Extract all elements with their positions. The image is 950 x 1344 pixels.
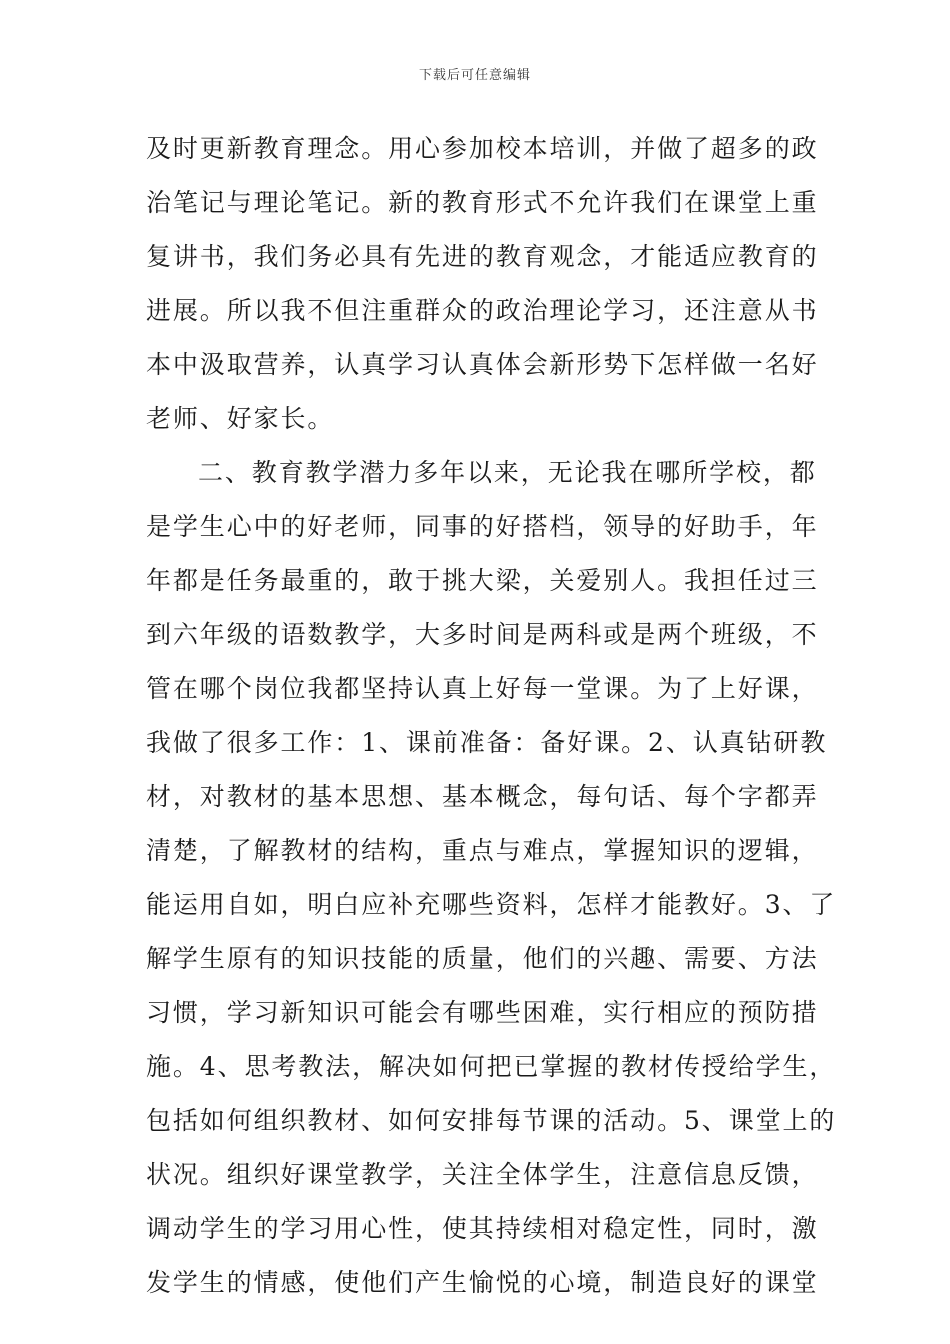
text-line: 本中汲取营养，认真学习认真体会新形势下怎样做一名好: [146, 350, 819, 379]
paragraph-start-line: 二、教育教学潜力多年以来，无论我在哪所学校，都: [198, 458, 817, 487]
text-line: 及时更新教育理念。用心参加校本培训，并做了超多的政: [146, 134, 819, 163]
text-line: 治笔记与理论笔记。新的教育形式不允许我们在课堂上重: [146, 188, 819, 217]
text-line: 包括如何组织教材、如何安排每节课的活动。5、课堂上的: [146, 1106, 837, 1135]
text-line: 管在哪个岗位我都坚持认真上好每一堂课。为了上好课，: [146, 674, 819, 703]
text-line: 进展。所以我不但注重群众的政治理论学习，还注意从书: [146, 296, 819, 325]
text-line: 老师、好家长。: [146, 404, 335, 433]
text-line: 年都是任务最重的，敢于挑大梁，关爱别人。我担任过三: [146, 566, 819, 595]
document-body: [146, 122, 837, 1310]
text-line: 是学生心中的好老师，同事的好搭档，领导的好助手，年: [146, 512, 819, 541]
text-line: 施。4、思考教法，解决如何把已掌握的教材传授给学生，: [146, 1052, 837, 1081]
text-line: 发学生的情感，使他们产生愉悦的心境，制造良好的课堂: [146, 1268, 819, 1297]
text-line: 到六年级的语数教学，大多时间是两科或是两个班级，不: [146, 620, 819, 649]
text-line: 我做了很多工作：1、课前准备：备好课。2、认真钻研教: [146, 728, 828, 757]
text-line: 复讲书，我们务必具有先进的教育观念，才能适应教育的: [146, 242, 819, 271]
text-line: 状况。组织好课堂教学，关注全体学生，注意信息反馈，: [146, 1160, 819, 1189]
text-line: 能运用自如，明白应补充哪些资料，怎样才能教好。3、了: [146, 890, 837, 919]
text-line: 清楚，了解教材的结构，重点与难点，掌握知识的逻辑，: [146, 836, 819, 865]
text-line: 解学生原有的知识技能的质量，他们的兴趣、需要、方法: [146, 944, 819, 973]
page-header: 下载后可任意编辑: [418, 68, 531, 83]
text-line: 材，对教材的基本思想、基本概念，每句话、每个字都弄: [146, 782, 819, 811]
text-line: 调动学生的学习用心性，使其持续相对稳定性，同时，激: [146, 1214, 819, 1243]
text-line: 习惯，学习新知识可能会有哪些困难，实行相应的预防措: [146, 998, 819, 1027]
